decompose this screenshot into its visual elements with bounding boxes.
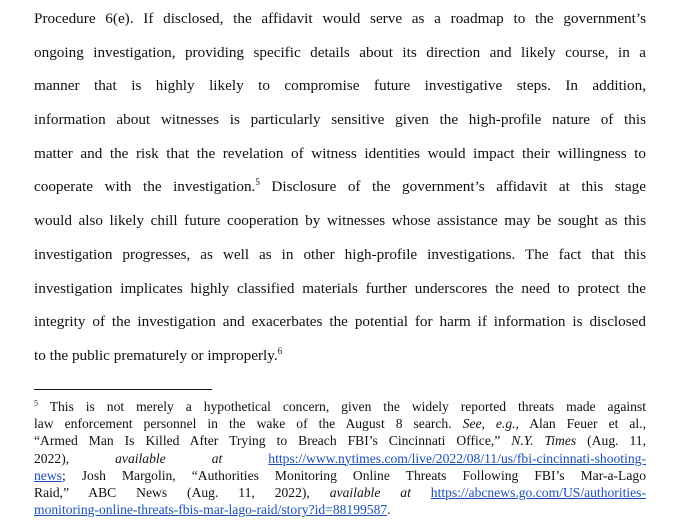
body-line: information about witnesses is particularly sensitive given the high-profile nature of this <box>34 111 646 129</box>
footnote-text: law enforcement personnel in the wake of the August 8 search. <box>34 416 452 432</box>
body-line-segment: to the public prematurely or improperly. <box>34 346 278 364</box>
body-line <box>34 345 646 379</box>
footnote-text: (Aug. 11, <box>587 433 646 449</box>
footnote-reference[interactable]: 6 <box>277 345 283 356</box>
body-line: manner that is highly likely to compromise future investigative steps. In addition, <box>34 77 646 95</box>
footnote-line <box>34 415 646 432</box>
body-line: investigation implicates highly classified materials further underscores the need to protect the <box>34 279 646 297</box>
nytimes-link[interactable]: https://www.nytimes.com/live/2022/08/11/us/fbi-cincinnati-shooting- <box>268 450 646 466</box>
footnote-text: Alan Feuer et al., <box>529 416 646 432</box>
body-line <box>34 176 646 210</box>
footnote-line <box>34 484 646 501</box>
body-line: would also likely chill future cooperation by witnesses whose assistance may be sought as this <box>34 212 646 230</box>
footnote-text: ; Josh Margolin, “Authorities Monitoring Online Threats Following FBI’s Mar-a-Lago <box>61 467 646 483</box>
abcnews-link-continued[interactable]: monitoring-online-threats-fbis-mar-lago-raid/story?id=88199587 <box>34 502 388 518</box>
body-paragraph <box>34 8 646 379</box>
nytimes-link-continued[interactable]: news <box>34 467 62 483</box>
body-line: integrity of the investigation and exacerbates the potential for harm if information is disclosed <box>34 313 646 331</box>
body-line: investigation progresses, as well as in other high-profile investigations. The fact that this <box>34 245 646 263</box>
footnote-text: Raid,” ABC News (Aug. 11, 2022), <box>34 484 310 500</box>
footnote-line <box>34 398 646 415</box>
citation-signal: See, e.g., <box>462 416 519 432</box>
footnote-text: This is not merely a hypothetical concern, given the widely reported threats made against <box>49 399 646 414</box>
footnote-reference[interactable]: 5 <box>255 177 260 188</box>
citation-signal: available at <box>115 450 223 466</box>
body-line: ongoing investigation, providing specific details about its direction and likely course, in a <box>34 43 646 61</box>
body-line: Procedure 6(e). If disclosed, the affidavit would serve as a roadmap to the government’s <box>34 10 646 27</box>
footnote-5 <box>34 398 646 518</box>
abcnews-link[interactable]: https://abcnews.go.com/US/authorities- <box>430 484 647 500</box>
footnote-line <box>34 432 646 449</box>
publication-name: N.Y. Times <box>511 433 577 449</box>
citation-signal: available at <box>329 484 411 500</box>
footnote-line <box>34 501 646 518</box>
body-line-segment: Disclosure of the government’s affidavit at this stage <box>271 178 647 196</box>
article-title: “Armed Man Is Killed After Trying to Breach FBI’s Cincinnati Office,” <box>34 433 501 449</box>
footnote-text: 2022), <box>34 450 70 466</box>
footnote-divider <box>34 389 212 390</box>
footnote-line <box>34 467 646 484</box>
footnote-text: . <box>387 502 391 518</box>
footnote-mark: 5 <box>34 398 38 408</box>
body-line-segment: cooperate with the investigation. <box>34 178 256 196</box>
footnote-line <box>34 450 646 467</box>
body-line: matter and the risk that the revelation of witness identities would impact their willingness to <box>34 144 646 162</box>
